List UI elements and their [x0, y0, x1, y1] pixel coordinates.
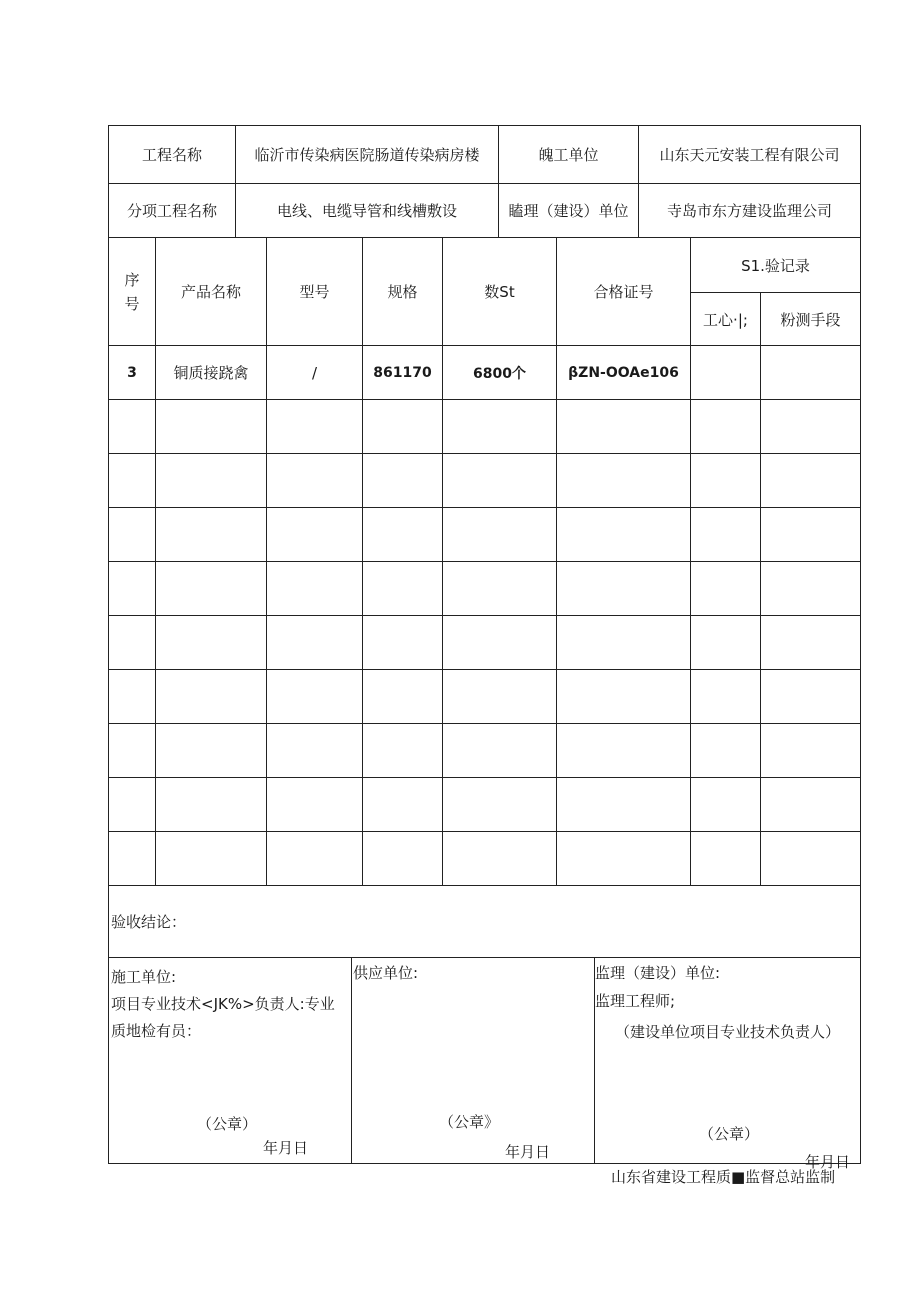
row-divider	[109, 669, 860, 670]
row-divider	[109, 453, 860, 454]
col-divider	[351, 957, 352, 1164]
construction-unit-sign-line1: 施工单位:	[111, 968, 177, 986]
col-spec-header: 规格	[387, 283, 418, 301]
col-seq-header	[109, 238, 155, 345]
supervision-date: 年月日	[805, 1153, 851, 1171]
construction-unit-sign-line2: 项目专业技术<JK%>负责人:专业	[111, 995, 335, 1013]
construction-unit-sign-line3: 质地检有员：	[111, 1022, 202, 1040]
subitem-value: 电线、电缆导管和线槽敷设	[276, 202, 457, 220]
supervisor-label: 瞌理（建设）单位	[508, 202, 629, 220]
conclusion-label: 验收结论：	[111, 913, 187, 931]
footer-issuer: 山东省建设工程质■监督总站监制	[611, 1168, 836, 1186]
supplier-seal: （公章》	[439, 1113, 500, 1131]
supervision-sign-line2: 监理工程师;	[595, 992, 676, 1010]
row-record-a-cell	[691, 346, 760, 399]
construction-unit-value: 山东天元安装工程有限公司	[659, 146, 840, 164]
row-model-cell: /	[311, 363, 318, 382]
project-name-value: 临沂市传染病医院肠道传染病房楼	[254, 146, 480, 164]
supervisor-value: 寺岛市东方建设监理公司	[666, 202, 832, 220]
row-seq-cell: 3	[127, 364, 137, 381]
row-divider	[109, 885, 860, 886]
subitem-label: 分项工程名称	[126, 202, 217, 220]
row-divider	[109, 615, 860, 616]
construction-unit-date: 年月日	[263, 1139, 309, 1157]
row-spec-cell: 861170	[373, 364, 432, 381]
row-divider	[109, 507, 860, 508]
row-divider	[109, 957, 860, 958]
supervision-sign-line1: 监理（建设）单位:	[595, 964, 721, 982]
supervision-sign-line3: （建设单位项目专业技术负责人）	[615, 1023, 841, 1041]
row-divider	[109, 831, 860, 832]
row-product-cell: 铜质接跷禽	[173, 364, 249, 382]
supplier-sign-line1: 供应单位:	[353, 964, 419, 982]
row-divider	[109, 723, 860, 724]
col-model-header: 型号	[299, 283, 330, 301]
row-cert-cell: βZN-OOAe106	[568, 364, 679, 381]
col-record-b-header: 粉测手段	[780, 310, 841, 329]
row-divider	[109, 399, 860, 400]
construction-unit-seal: （公章）	[197, 1115, 258, 1133]
col-qty-header: 数St	[484, 283, 515, 301]
construction-unit-label: 魄工单位	[538, 146, 599, 164]
form-frame	[108, 125, 861, 1171]
col-product-header: 产品名称	[180, 283, 241, 301]
supplier-date: 年月日	[505, 1143, 551, 1161]
project-name-label: 工程名称	[141, 146, 202, 164]
supervision-seal: （公章）	[699, 1125, 760, 1143]
col-record-a-header: 工心·|;	[703, 310, 748, 329]
row-divider	[109, 777, 860, 778]
row-qty-cell: 6800个	[473, 365, 526, 382]
row-record-b-cell	[761, 346, 860, 399]
col-seq-header-line1: 序	[124, 270, 140, 289]
col-record-header: S1.验记录	[741, 256, 810, 275]
col-seq-header-line2: 号	[124, 294, 140, 313]
row-divider	[109, 561, 860, 562]
col-cert-header: 合格证号	[593, 283, 654, 301]
